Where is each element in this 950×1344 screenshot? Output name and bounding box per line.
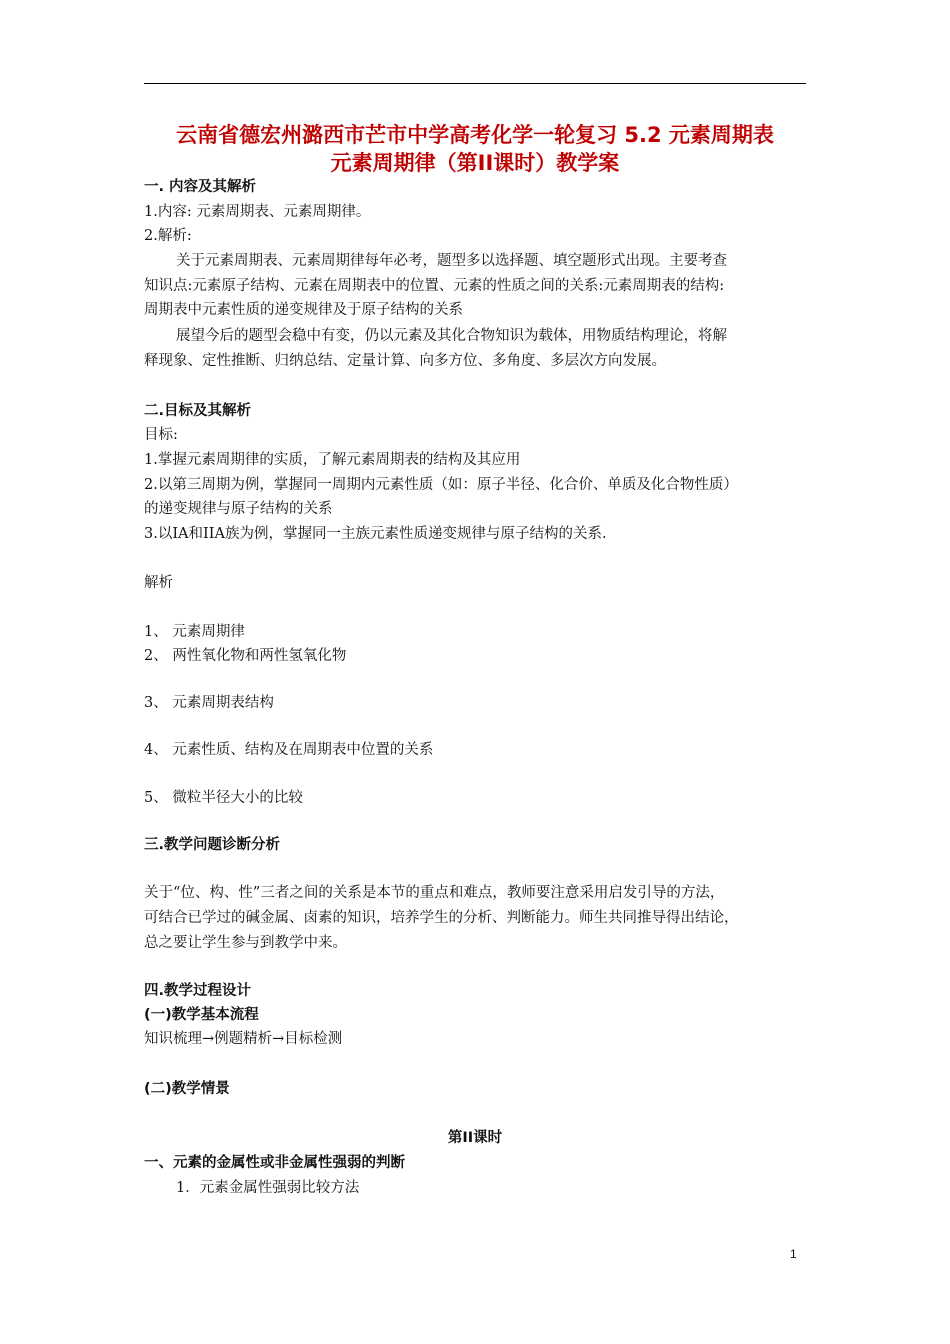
title-line-2: 元素周期律（第II课时）教学案	[330, 151, 620, 175]
section4-heading: 四.教学过程设计	[144, 983, 252, 999]
section3-heading: 三.教学问题诊断分析	[144, 837, 281, 853]
section2-goal-label: 目标:	[144, 427, 178, 443]
section1-paragraph2-line1: 展望今后的题型会稳中有变，仍以元素及其化合物知识为载体，用物质结构理论，将解	[176, 328, 727, 344]
analysis-item: 2、 两性氧化物和两性氢氧化物	[144, 648, 347, 664]
section1-paragraph2-line2: 释现象、定性推断、归纳总结、定量计算、向多方位、多角度、多层次方向发展。	[144, 353, 666, 369]
section1-heading: 一. 内容及其解析	[144, 179, 257, 195]
section1-paragraph1-line2: 知识点:元素原子结构、元素在周期表中的位置、元素的性质之间的关系:元素周期表的结构:	[144, 278, 725, 294]
analysis-item: 4、 元素性质、结构及在周期表中位置的关系	[144, 742, 434, 758]
lesson-title: 第II课时	[447, 1130, 503, 1146]
part1-heading: 一、元素的金属性或非金属性强弱的判断	[144, 1155, 405, 1171]
goal-1: 1.掌握元素周期律的实质，了解元素周期表的结构及其应用	[144, 452, 521, 468]
header-rule	[144, 83, 806, 84]
section1-paragraph1-line1: 关于元素周期表、元素周期律每年必考，题型多以选择题、填空题形式出现。主要考查	[176, 253, 727, 269]
section2-analysis-label: 解析	[144, 575, 173, 591]
analysis-item: 5、 微粒半径大小的比较	[144, 790, 303, 806]
part1-item: 1．元素金属性强弱比较方法	[176, 1180, 360, 1196]
analysis-item: 3、 元素周期表结构	[144, 695, 274, 711]
section3-line2: 可结合已学过的碱金属、卤素的知识，培养学生的分析、判断能力。师生共同推导得出结论，	[144, 910, 739, 926]
section3-line3: 总之要让学生参与到教学中来。	[144, 935, 347, 951]
section3-line1: 关于“位、构、性”三者之间的关系是本节的重点和难点，教师要注意采用启发引导的方法，	[144, 885, 725, 901]
section1-analysis-label: 2.解析:	[144, 228, 192, 244]
section1-paragraph1-line3: 周期表中元素性质的递变规律及于原子结构的关系	[144, 302, 463, 318]
section4-subheading-1: (一)教学基本流程	[144, 1007, 259, 1023]
page-number: 1	[790, 1247, 797, 1261]
teaching-flow: 知识梳理→例题精析→目标检测	[144, 1031, 343, 1047]
section2-heading: 二.目标及其解析	[144, 403, 252, 419]
goal-3: 3.以IA和IIA族为例，掌握同一主族元素性质递变规律与原子结构的关系.	[144, 526, 607, 542]
title-line-1: 云南省德宏州潞西市芒市中学高考化学一轮复习 5.2 元素周期表	[176, 123, 774, 147]
analysis-item: 1、 元素周期律	[144, 624, 245, 640]
section4-subheading-2: (二)教学情景	[144, 1081, 230, 1097]
goal-2-line2: 的递变规律与原子结构的关系	[144, 501, 333, 517]
section1-content: 1.内容: 元素周期表、元素周期律。	[144, 204, 371, 220]
goal-2-line1: 2.以第三周期为例，掌握同一周期内元素性质（如：原子半径、化合价、单质及化合物性质）	[144, 477, 738, 493]
